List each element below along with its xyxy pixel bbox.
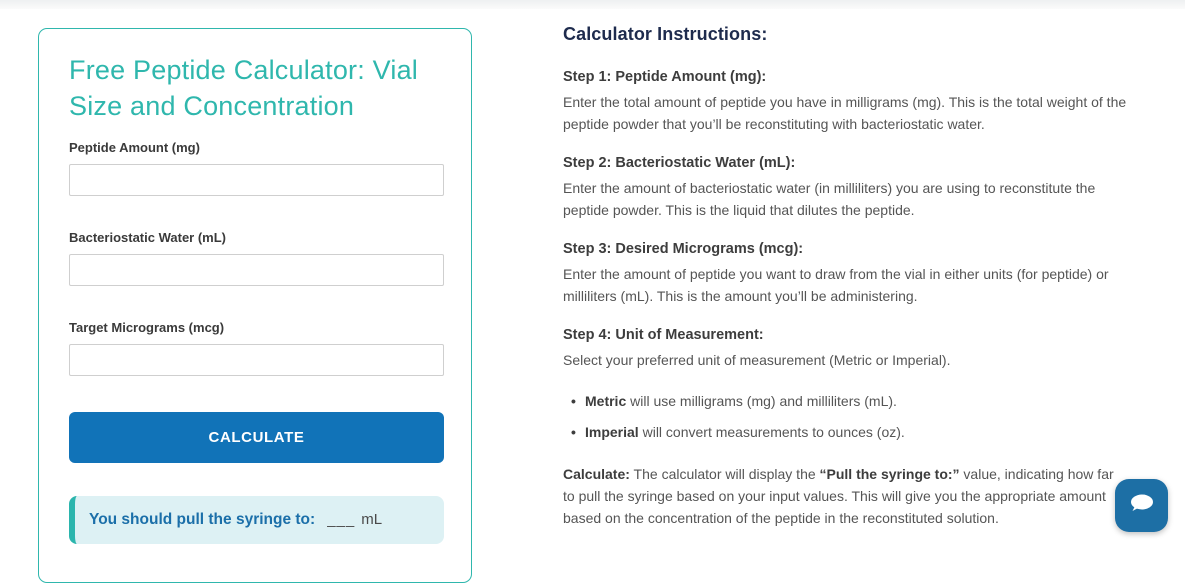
instruction-step-4 [563,327,1129,371]
metric-bullet [571,391,1129,412]
step-1-body: Enter the total amount of peptide you have in milligrams (mg). This is the total weight of the peptide powder that you’ll be reconstituting with bacteriostatic water. [563,94,1127,132]
imperial-bullet-text: will convert measurements to ounces (oz). [638,424,905,440]
bacteriostatic-water-label: Bacteriostatic Water (mL) [69,230,226,246]
step-2-title: Step 2: Bacteriostatic Water (mL): [563,155,796,171]
top-page-divider [0,0,1185,9]
instruction-step-3 [563,241,1129,307]
result-value: ___ [327,511,356,529]
calculate-note [563,463,1129,529]
step-2-body: Enter the amount of bacteriostatic water (in milliliters) you are using to reconstitute the peptide powder. This is the liquid that dilutes the peptide. [563,180,1096,218]
step-1-title: Step 1: Peptide Amount (mg): [563,69,767,85]
metric-bullet-text: will use milligrams (mg) and milliliters (mL). [626,393,897,409]
calculator-instructions [563,24,1129,529]
imperial-bullet [571,422,1129,443]
calculate-button[interactable]: CALCULATE [69,412,444,463]
instruction-step-1 [563,69,1129,135]
result-unit: mL [361,511,383,529]
step-3-title: Step 3: Desired Micrograms (mcg): [563,241,804,257]
calculate-note-text-1: The calculator will display the [629,466,820,482]
chat-launcher-button[interactable] [1115,479,1168,532]
result-label: You should pull the syringe to: [89,511,316,529]
bacteriostatic-water-input[interactable] [69,254,444,286]
chat-bubble-icon [1128,492,1156,519]
metric-bullet-bold: Metric [585,393,627,409]
unit-options-list [571,391,1129,443]
instructions-heading: Calculator Instructions: [563,24,768,44]
step-3-body: Enter the amount of peptide you want to draw from the vial in either units (for peptide) or milliliters (mL). This is the amount you’ll be administering. [563,266,1109,304]
calculate-note-text-2: value, indicating how far to pull the syringe based on your input values. This will give you the appropriate amount based on the concentration of the peptide in the reconstituted solution. [563,466,1114,526]
peptide-amount-label: Peptide Amount (mg) [69,140,200,156]
calculate-note-bold: Calculate: [563,466,630,482]
peptide-amount-input[interactable] [69,164,444,196]
imperial-bullet-bold: Imperial [585,424,639,440]
target-micrograms-input[interactable] [69,344,444,376]
peptide-calculator-card [38,28,472,583]
instruction-step-2 [563,155,1129,221]
target-micrograms-label: Target Micrograms (mcg) [69,320,225,336]
step-4-title: Step 4: Unit of Measurement: [563,327,764,343]
calculator-title: Free Peptide Calculator: Vial Size and Concentration [69,55,418,121]
result-box [69,496,444,544]
pull-syringe-bold: “Pull the syringe to:” [819,466,960,482]
step-4-body: Select your preferred unit of measurement (Metric or Imperial). [563,352,951,368]
